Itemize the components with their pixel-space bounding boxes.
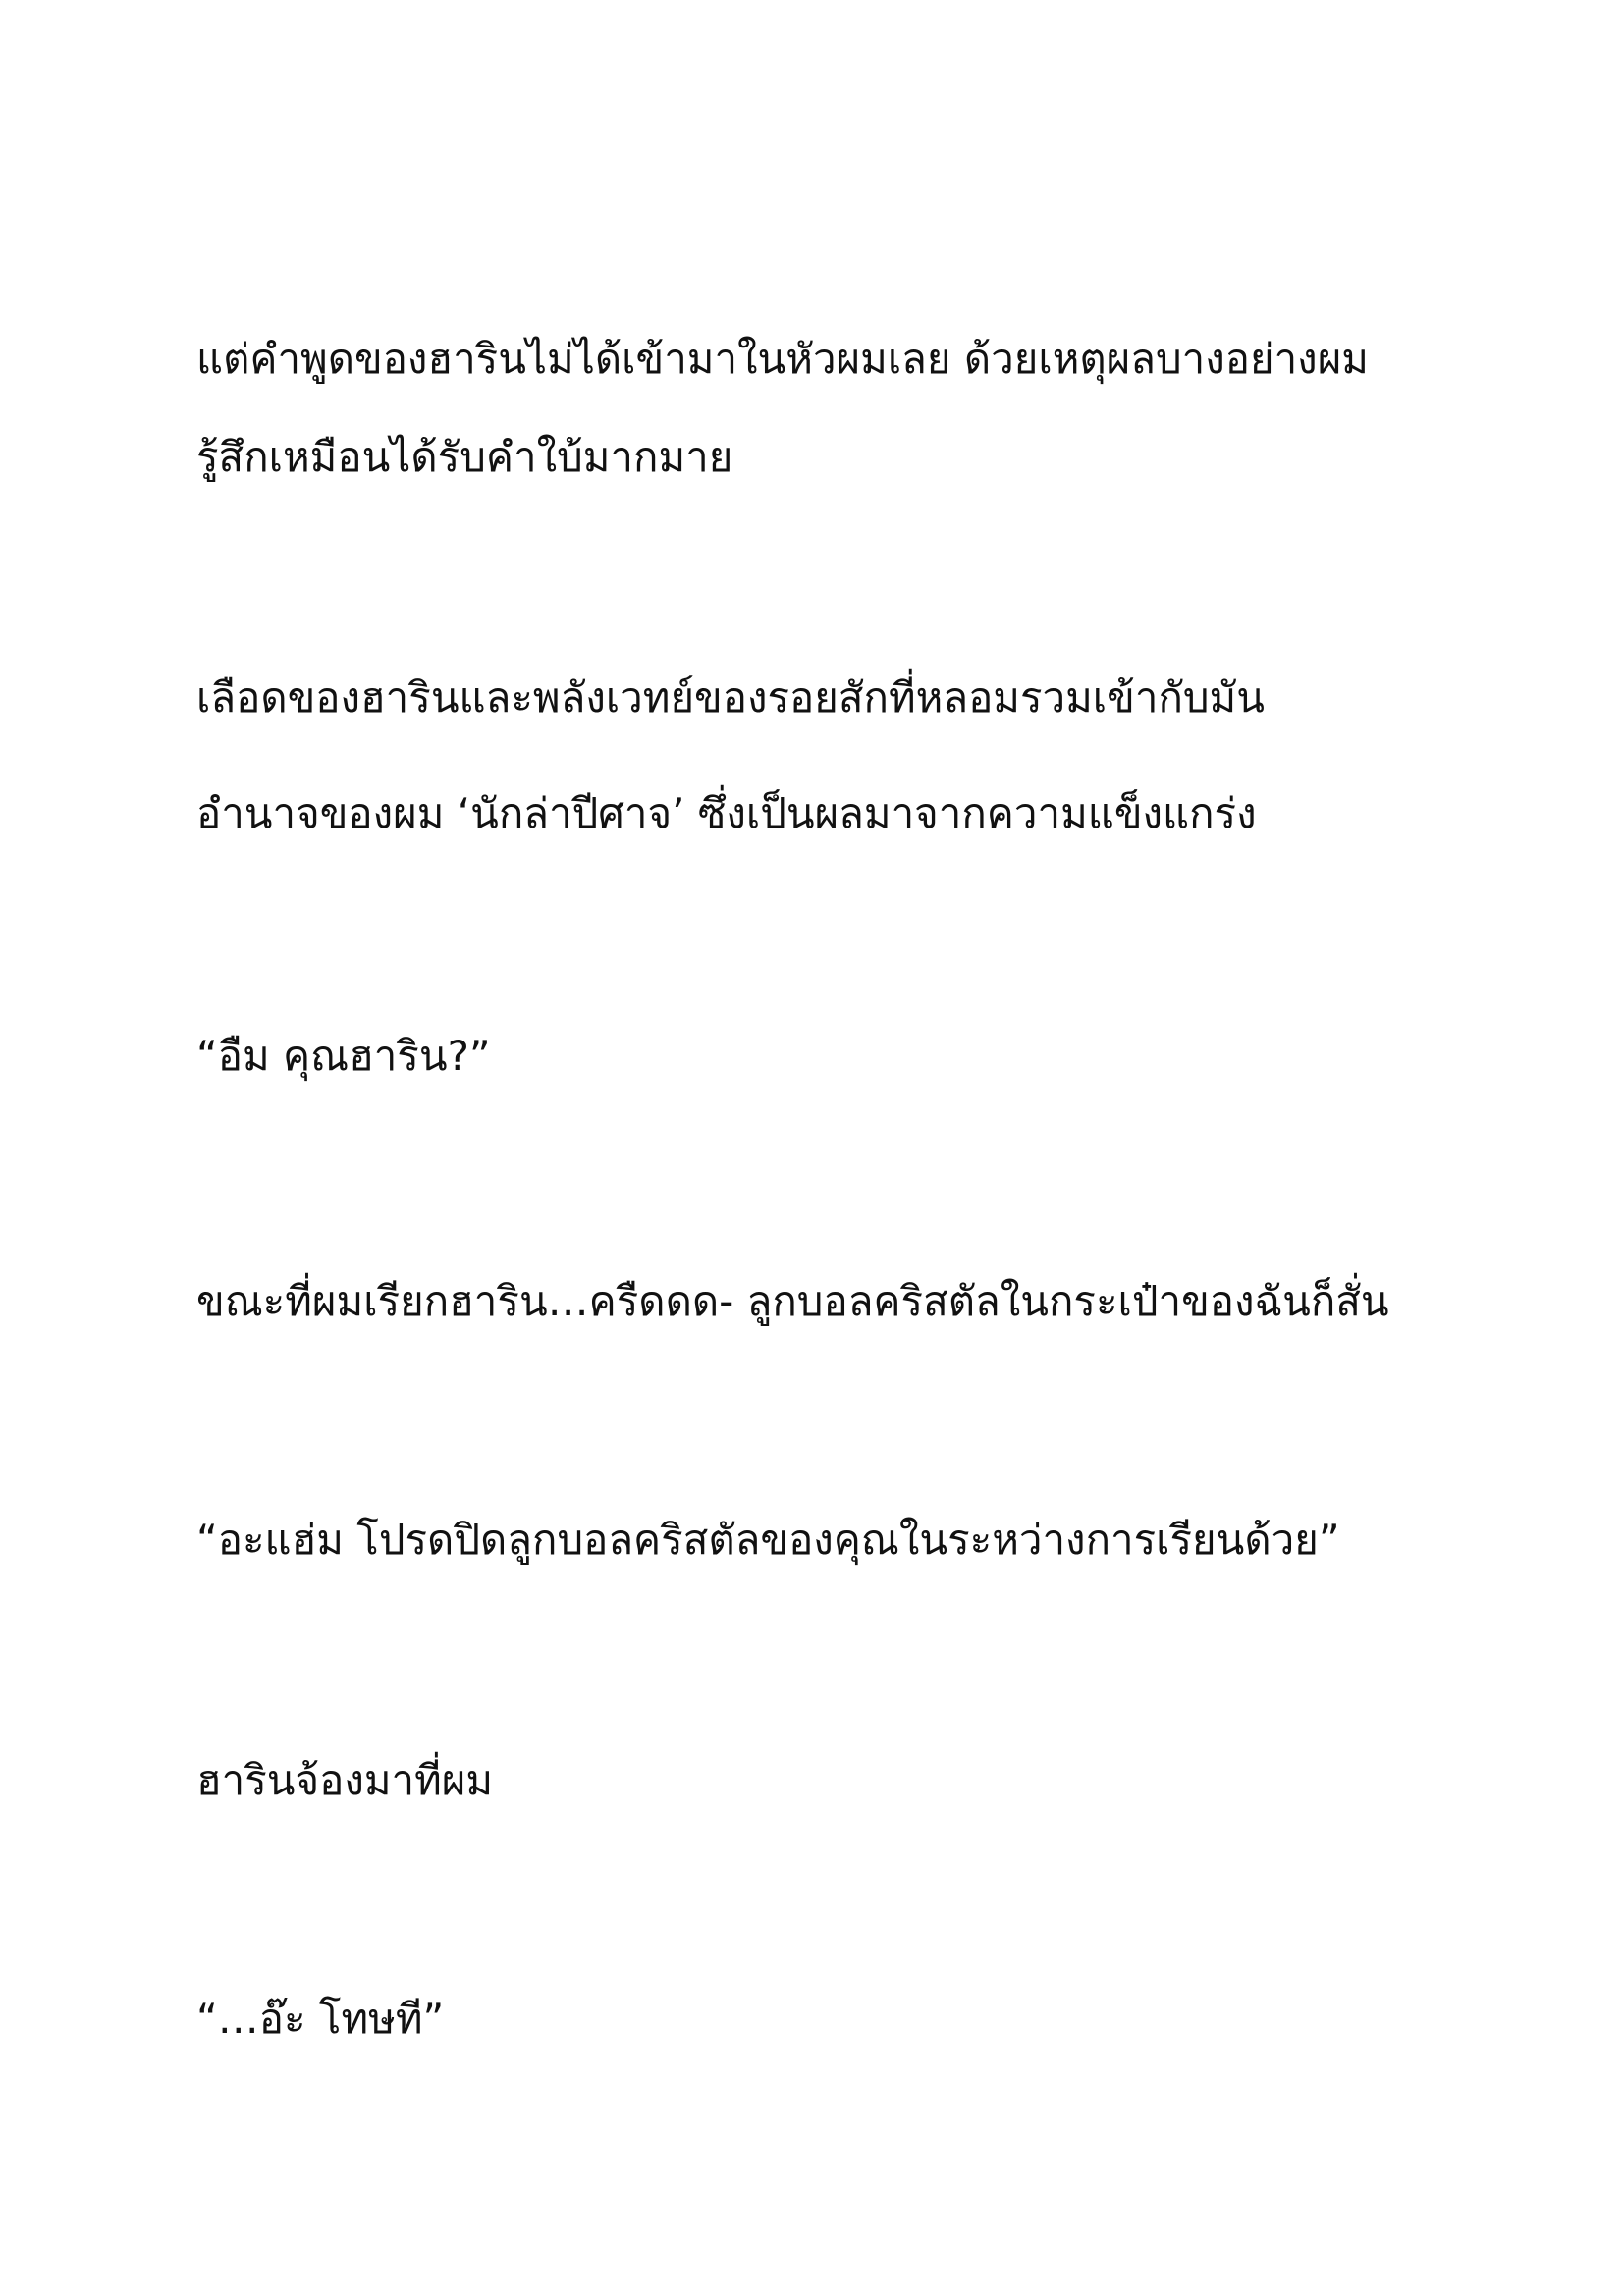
paragraph-line: อำนาจของผม ‘นักล่าปีศาจ’ ซึ่งเป็นผลมาจากความแข็งแกร่ง bbox=[196, 789, 1257, 837]
dialogue-line: “อืม คุณฮาริน?” bbox=[196, 1032, 491, 1080]
paragraph-line: ฮารินจ้องมาที่ผม bbox=[196, 1756, 494, 1804]
paragraph-line: ขณะที่ผมเรียกฮาริน…ครืดดด- ลูกบอลคริสตัลในกระเป๋าของฉันก็สั่น bbox=[196, 1277, 1389, 1325]
paragraph-line: แต่คำพูดของฮารินไม่ได้เข้ามาในหัวผมเลย ด้วยเหตุผลบางอย่างผม bbox=[196, 335, 1369, 383]
dialogue-line: “อะแฮ่ม โปรดปิดลูกบอลคริสตัลของคุณในระหว่างการเรียนด้วย” bbox=[196, 1516, 1340, 1564]
paragraph-line: รู้สึกเหมือนได้รับคำใบ้มากมาย bbox=[196, 433, 733, 481]
paragraph-line: เลือดของฮารินและพลังเวทย์ของรอยสักที่หลอมรวมเข้ากับมัน bbox=[196, 673, 1265, 721]
dialogue-line: “…อ๊ะ โทษที” bbox=[196, 1995, 445, 2043]
